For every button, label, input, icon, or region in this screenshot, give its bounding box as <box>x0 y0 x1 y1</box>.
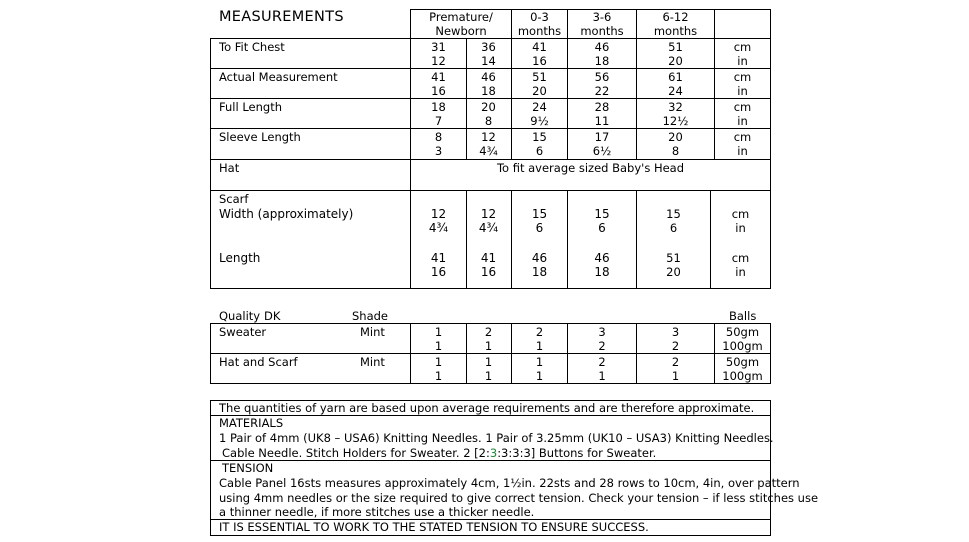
quality-label: Quality <box>219 309 261 323</box>
tension-line-2: using 4mm needles or the size required to give correct tension. Check your tension – if less stitches use <box>219 491 819 505</box>
tension-line-1: Cable Panel 16sts measures approximately 4cm, 1½in. 22sts and 28 rows to 10cm, 4in, over pattern <box>219 476 800 490</box>
essential-note: IT IS ESSENTIAL TO WORK TO THE STATED TENSION TO ENSURE SUCCESS. <box>219 520 649 534</box>
row-label: Sleeve Length <box>219 130 301 144</box>
highlighted-size: 3 <box>489 446 498 460</box>
row-label: Actual Measurement <box>219 70 338 84</box>
tension-line-3: a thinner needle, if more stitches use a thicker needle. <box>219 505 535 519</box>
hat-note: To fit average sized Baby's Head <box>496 161 685 175</box>
scarf-length-label: Length <box>219 251 261 265</box>
measurements-title: MEASUREMENTS <box>219 9 344 25</box>
row-label: Full Length <box>219 100 282 114</box>
row-label: Hat <box>219 161 240 175</box>
materials-heading: MATERIALS <box>219 416 284 430</box>
balls-label: Balls <box>729 309 757 323</box>
row-label: To Fit Chest <box>219 40 285 54</box>
scarf-width-label: Width (approximately) <box>219 207 354 221</box>
knitting-pattern-page: MEASUREMENTS Premature/ Newborn 0-3 months 3-6 months 6-12 months To Fit Chest 31 36 41 46 51 cm 12 14 16 18 20 in Actual Measurement 41 46 51 56 61 cm 16 18 20 22 24 in Full Length 18 20 24 28 32 cm 7 8 9½ 11 12½ in Sleeve Length 8 12 15 17 20 cm 3 4¾ 6 6½ 8 in Hat To fit average sized Baby's Head Scarf Width (approximately) 12 12 15 15 15 cm 4¾ 4¾ 6 6 6 in Length 41 41 46 46 51 cm 16 16 18 18 20 in Quality DK Shade Balls Sweater Mint 1 2 2 3 3 50gm 1 1 1 2 2 100gm Hat and Scarf Mint 1 1 1 2 2 50gm 1 1 1 1 1 100gm The quantities of yarn are based upon average requirements and are therefore approximate. MATERIALS 1 Pair of 4mm (UK8 – USA6) Knitting Needles. 1 Pair of 3.25mm (UK10 – USA3) Knitting Needles. Cable Needle. Stitch Holders for Sweater. 2 [2:3:3:3:3] Buttons for Sweater. TENSION Cable Panel 16sts measures approximately 4cm, 1½in. 22sts and 28 rows to 10cm, 4in, over pattern using 4mm needles or the size required to give correct tension. Check your tension – if less stitches use a thinner needle, if more stitches use a thicker needle. IT IS ESSENTIAL TO WORK TO THE STATED TENSION TO ENSURE SUCCESS. <box>0 0 969 542</box>
yarn-quantity-note: The quantities of yarn are based upon average requirements and are therefore approximate. <box>219 401 755 415</box>
shade-label: Shade <box>352 309 389 323</box>
scarf-label: Scarf <box>219 192 249 206</box>
quality-value: DK <box>264 309 281 323</box>
tension-heading: TENSION <box>222 461 274 475</box>
materials-line-1: 1 Pair of 4mm (UK8 – USA6) Knitting Needles. 1 Pair of 3.25mm (UK10 – USA3) Knitting Needles. <box>219 431 774 445</box>
materials-line-2: Cable Needle. Stitch Holders for Sweater. 2 [2:3:3:3:3] Buttons for Sweater. <box>222 446 657 460</box>
